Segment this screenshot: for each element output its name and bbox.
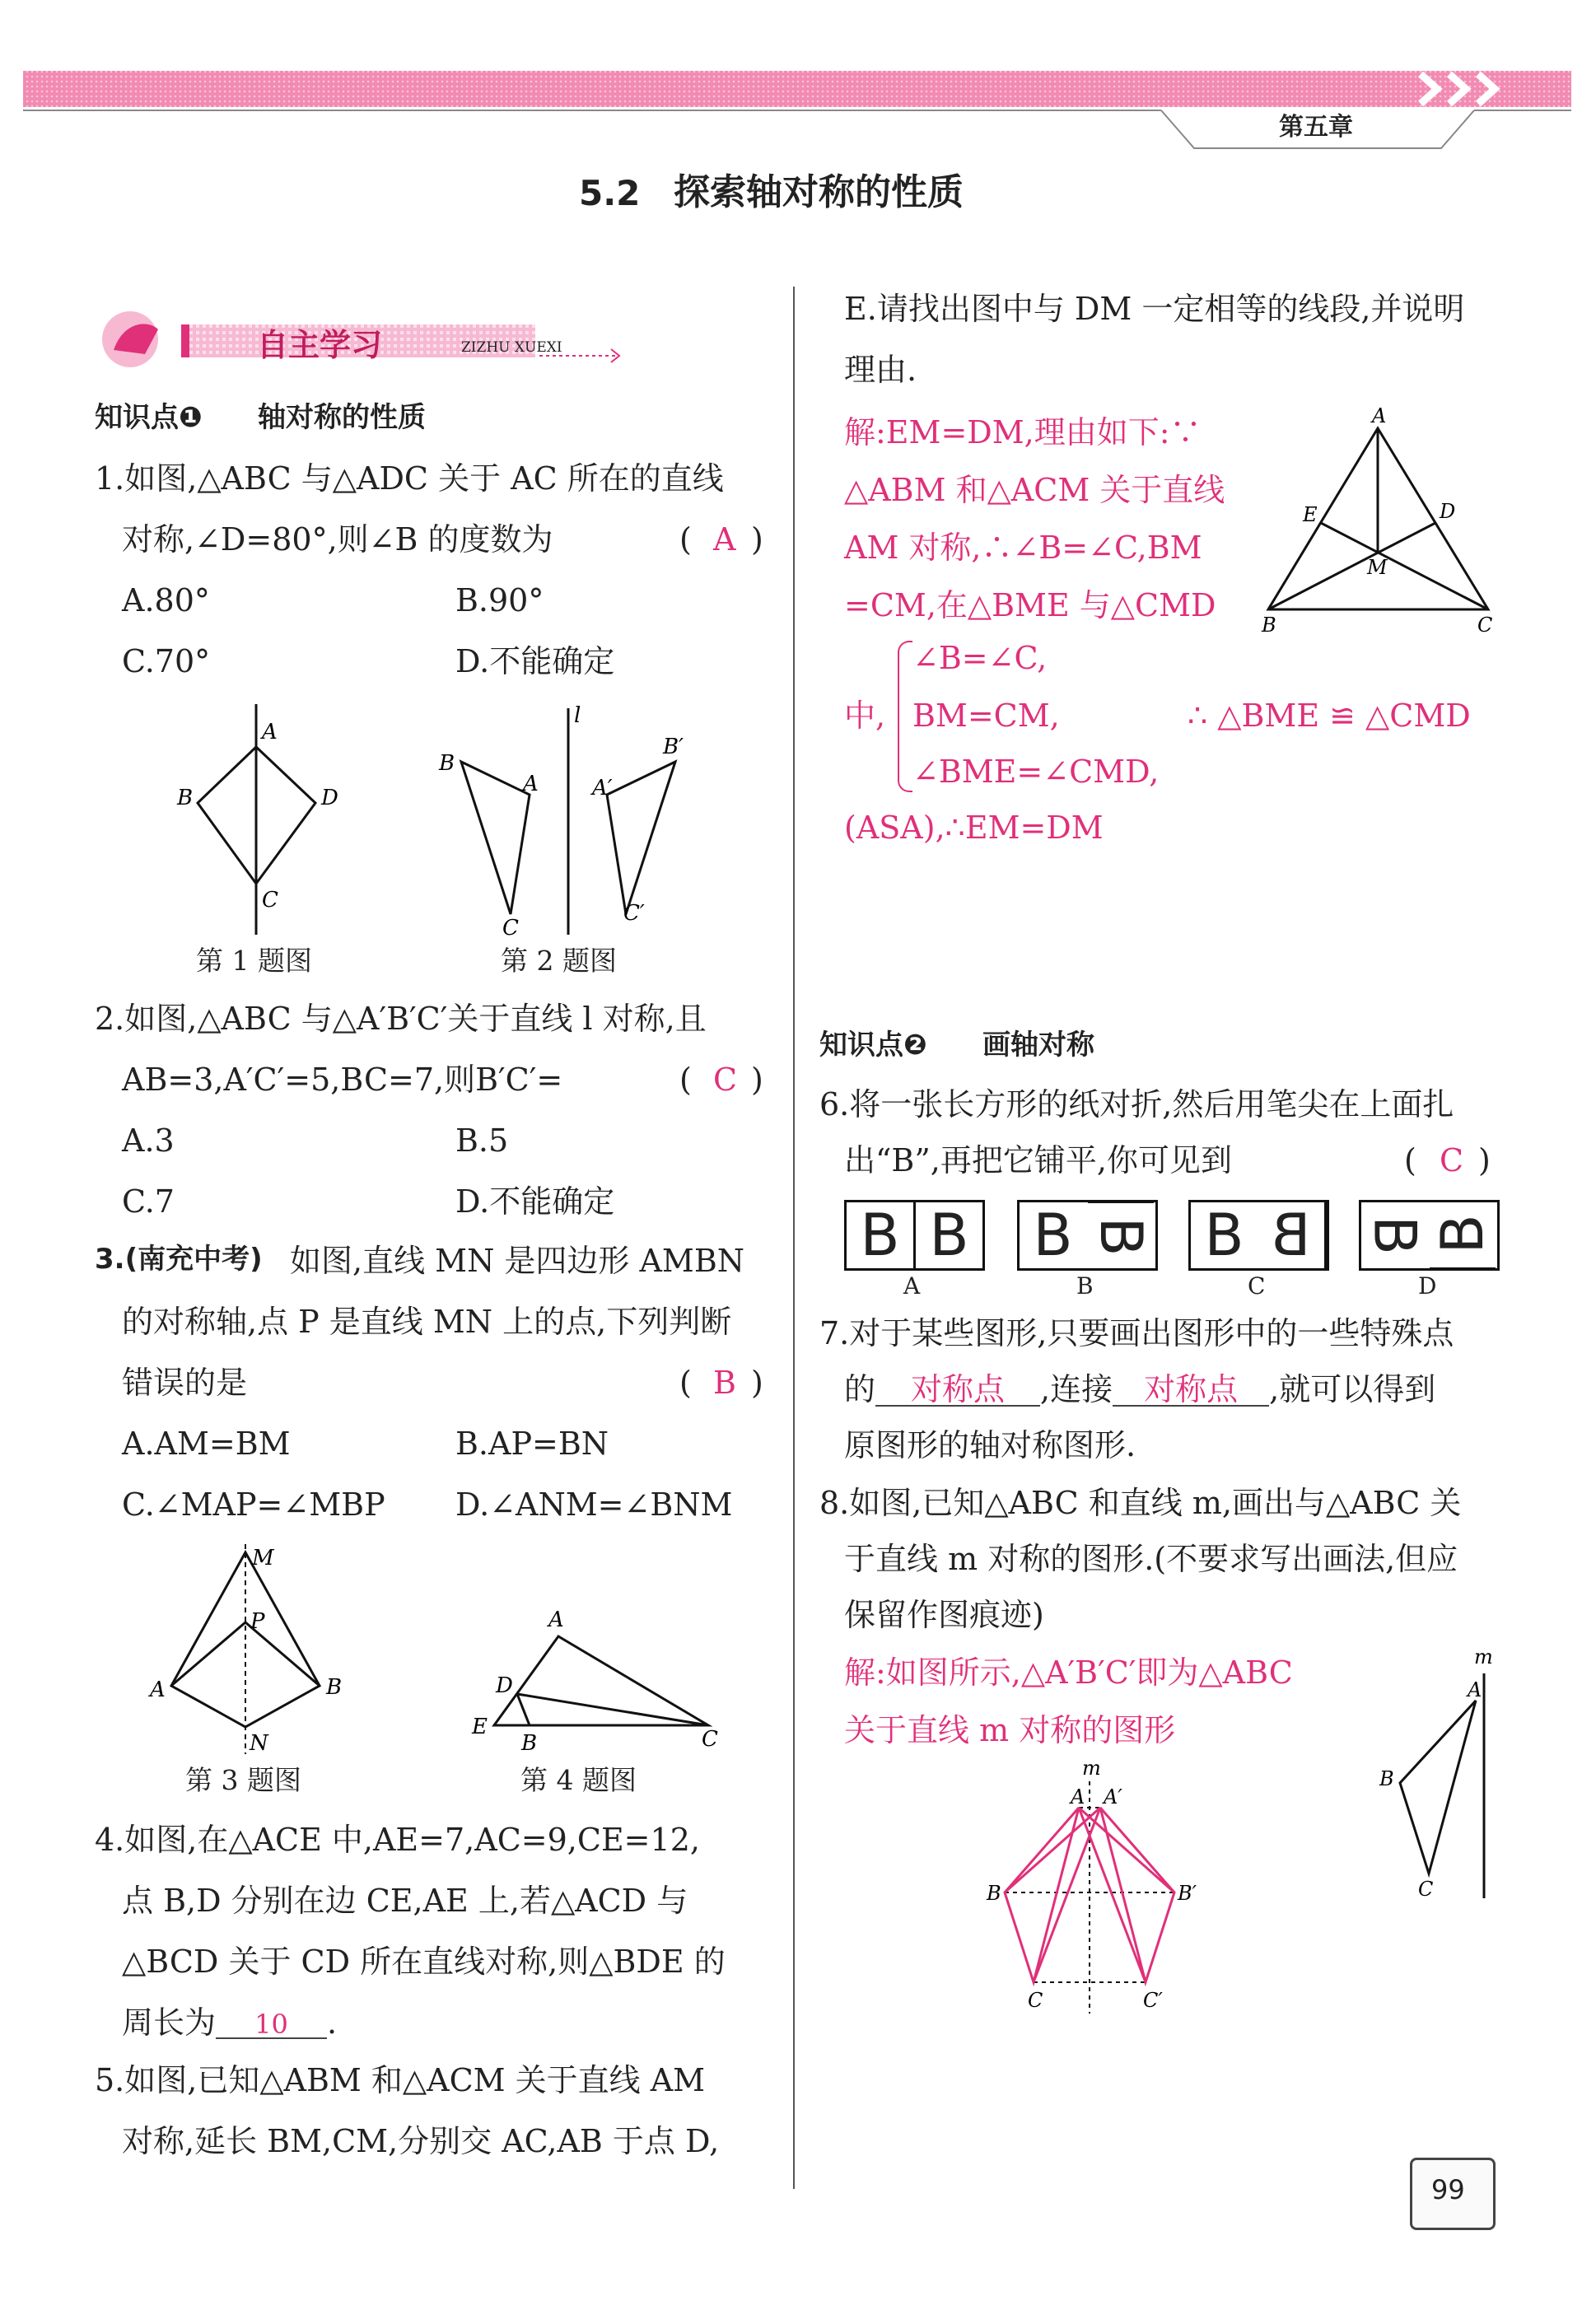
q3-line2: 的对称轴,点 P 是直线 MN 上的点,下列判断	[122, 1304, 732, 1340]
q2-paren-l: (	[679, 1062, 692, 1098]
figure-8-given	[1367, 1647, 1507, 1915]
svg-text:B: B	[177, 786, 194, 810]
q5-line2: 对称,延长 BM,CM,分别交 AC,AB 于点 D,	[122, 2123, 720, 2159]
q4-line4-suffix: .	[327, 2004, 338, 2041]
q5-line4: 理由.	[844, 352, 917, 388]
svg-text:A: A	[150, 1678, 166, 1702]
q6-a-left-b: B	[860, 1202, 900, 1269]
svg-text:m: m	[1474, 1645, 1493, 1668]
q6-line1: 6.将一张长方形的纸对折,然后用笔尖在上面扎	[819, 1086, 1454, 1122]
q1-line1: 1.如图,△ABC 与△ADC 关于 AC 所在的直线	[95, 460, 724, 497]
q6-option-a-label: A	[903, 1272, 921, 1300]
q3-option-b: B.AP=BN	[455, 1426, 609, 1462]
figure-1	[165, 704, 371, 943]
svg-text:C: C	[502, 916, 519, 940]
svg-text:B: B	[521, 1731, 538, 1756]
q6-paren-r: )	[1478, 1142, 1491, 1178]
q6-c-left-b: B	[1204, 1202, 1244, 1269]
fig3-caption: 第 3 题图	[185, 1764, 301, 1796]
q5-sol-zhong: 中,	[844, 698, 886, 734]
q1-line2: 对称,∠D=80°,则∠B 的度数为	[122, 521, 553, 558]
q5-line3: E.请找出图中与 DM 一定相等的线段,并说明	[844, 291, 1465, 327]
q7-blank-2: 对称点	[1113, 1374, 1269, 1407]
q6-a-right-b: B	[913, 1202, 982, 1268]
fig2-caption: 第 2 题图	[501, 945, 617, 977]
svg-text:B: B	[326, 1675, 343, 1700]
figure-8-solution	[980, 1758, 1227, 2022]
q3-line1: 如图,直线 MN 是四边形 AMBN	[290, 1243, 745, 1279]
svg-text:A: A	[523, 772, 539, 796]
svg-text:C: C	[1477, 614, 1493, 637]
svg-text:B′: B′	[663, 735, 684, 759]
q4-line3: △BCD 关于 CD 所在直线对称,则△BDE 的	[122, 1944, 726, 1980]
svg-text:A′: A′	[1104, 1785, 1122, 1808]
q6-c-right-b: B	[1258, 1202, 1327, 1268]
q8-line3: 保留作图痕迹)	[844, 1597, 1044, 1633]
svg-text:P: P	[250, 1609, 265, 1634]
svg-text:B: B	[439, 751, 455, 776]
q2-answer: C	[713, 1062, 738, 1098]
kp1-label: 知识点❶	[95, 401, 203, 434]
q5-system-brace	[898, 641, 912, 792]
q6-answer: C	[1440, 1142, 1464, 1178]
svg-text:A: A	[548, 1608, 564, 1632]
q8-line2: 于直线 m 对称的图形.(不要求写出画法,但应	[844, 1541, 1458, 1577]
q4-line4-prefix: 周长为	[122, 2004, 217, 2041]
q5-sol-1: 解:EM=DM,理由如下:∵	[844, 414, 1202, 450]
q2-line2: AB=3,A′C′=5,BC=7,则B′C′=	[122, 1062, 563, 1098]
q7-line2-b: ,连接	[1040, 1371, 1113, 1407]
q2-line1: 2.如图,△ABC 与△A′B′C′关于直线 l 对称,且	[95, 1001, 707, 1037]
q1-option-c: C.70°	[122, 643, 211, 679]
q8-sol-1: 解:如图所示,△A′B′C′即为△ABC	[844, 1654, 1293, 1691]
q3-source: 3.(南充中考)	[95, 1243, 263, 1276]
q5-system-2: BM=CM,	[912, 698, 1060, 734]
q2-option-b: B.5	[455, 1122, 509, 1159]
q6-paren-l: (	[1404, 1142, 1416, 1178]
q6-option-b-box	[1017, 1200, 1158, 1271]
chapter-label: 第五章	[1279, 113, 1353, 142]
svg-text:C′: C′	[623, 901, 645, 926]
q7-line2-c: ,就可以得到	[1269, 1371, 1436, 1407]
q5-system-3: ∠BME=∠CMD,	[912, 754, 1160, 790]
q3-line3: 错误的是	[122, 1365, 248, 1401]
q7-line2-a: 的	[844, 1371, 876, 1407]
q1-answer: A	[713, 521, 736, 558]
svg-text:A: A	[1071, 1785, 1085, 1808]
q4-line2: 点 B,D 分别在边 CE,AE 上,若△ACD 与	[122, 1883, 688, 1919]
q3-option-d: D.∠ANM=∠BNM	[455, 1486, 733, 1523]
q2-option-d: D.不能确定	[455, 1183, 615, 1220]
q5-sol-3: AM 对称,∴∠B=∠C,BM	[844, 530, 1202, 566]
svg-text:m: m	[1082, 1757, 1101, 1780]
q3-option-a: A.AM=BM	[122, 1426, 291, 1462]
svg-text:M: M	[252, 1546, 274, 1570]
header-bar	[0, 0, 1596, 165]
figure-5	[1252, 404, 1507, 637]
q1-option-d: D.不能确定	[455, 643, 615, 679]
q4-line1: 4.如图,在△ACE 中,AE=7,AC=9,CE=12,	[95, 1822, 700, 1858]
q5-sol-conclusion: ∴ △BME ≌ △CMD	[1188, 698, 1471, 734]
q4-line4	[122, 2004, 338, 2041]
svg-text:C: C	[1418, 1878, 1434, 1901]
banner-pinyin: ZIZHU XUEXI	[461, 339, 562, 356]
svg-text:B: B	[987, 1882, 1001, 1905]
svg-text:M: M	[1367, 556, 1388, 579]
q5-system-1: ∠B=∠C,	[912, 640, 1048, 676]
q6-d-right-b: B	[1430, 1201, 1496, 1270]
column-divider	[793, 287, 795, 2189]
q1-option-a: A.80°	[122, 582, 210, 618]
q3-paren-l: (	[679, 1365, 692, 1401]
svg-text:B: B	[1262, 614, 1276, 637]
figure-3	[148, 1536, 362, 1766]
q1-paren-r: )	[751, 521, 763, 558]
q6-b-right-b: B	[1088, 1201, 1154, 1270]
banner-title: 自主学习	[257, 327, 383, 363]
svg-text:B′: B′	[1178, 1882, 1197, 1905]
q5-sol-last: (ASA),∴EM=DM	[844, 810, 1104, 846]
q7-blank-1: 对称点	[875, 1374, 1040, 1407]
svg-text:A: A	[1372, 404, 1387, 427]
q5-sol-2: △ABM 和△ACM 关于直线	[844, 472, 1225, 508]
q6-option-b-label: B	[1076, 1272, 1094, 1300]
q3-answer: B	[713, 1365, 736, 1401]
svg-text:D: D	[321, 786, 338, 810]
q1-option-b: B.90°	[455, 582, 544, 618]
svg-text:E: E	[472, 1715, 488, 1739]
q6-b-left-b: B	[1033, 1202, 1073, 1269]
q5-line1: 5.如图,已知△ABM 和△ACM 关于直线 AM	[95, 2062, 706, 2098]
svg-text:C: C	[262, 888, 278, 912]
q8-sol-2: 关于直线 m 对称的图形	[844, 1712, 1176, 1748]
svg-text:A: A	[1468, 1678, 1482, 1701]
svg-text:N: N	[250, 1731, 268, 1756]
fig4-caption: 第 4 题图	[520, 1764, 637, 1796]
kp1-title: 轴对称的性质	[258, 401, 426, 434]
q8-line1: 8.如图,已知△ABC 和直线 m,画出与△ABC 关	[819, 1485, 1462, 1521]
section-title: 探索轴对称的性质	[674, 171, 964, 213]
q6-option-c-box	[1188, 1200, 1329, 1271]
kp2-title: 画轴对称	[982, 1029, 1094, 1062]
q7-line1: 7.对于某些图形,只要画出图形中的一些特殊点	[819, 1315, 1454, 1351]
svg-text:C: C	[1028, 1989, 1043, 2012]
svg-text:D: D	[496, 1673, 513, 1698]
q2-paren-r: )	[751, 1062, 763, 1098]
q3-option-c: C.∠MAP=∠MBP	[122, 1486, 385, 1523]
figure-2	[432, 704, 696, 943]
page-number: 99	[1431, 2174, 1465, 2205]
q4-answer-blank: 10	[216, 2011, 327, 2039]
q6-option-d-label: D	[1418, 1272, 1437, 1300]
svg-text:A′: A′	[592, 776, 613, 800]
q1-paren-l: (	[679, 521, 692, 558]
svg-text:C: C	[702, 1727, 718, 1752]
q6-option-a-box	[844, 1200, 985, 1271]
q7-line2	[844, 1371, 1436, 1407]
section-number: 5.2	[579, 173, 641, 213]
kp2-label: 知识点❷	[819, 1029, 927, 1062]
fig1-caption: 第 1 题图	[196, 945, 312, 977]
q3-paren-r: )	[751, 1365, 763, 1401]
q6-option-d-box	[1359, 1200, 1500, 1271]
q2-option-a: A.3	[122, 1122, 175, 1159]
q6-d-left-b: B	[1360, 1215, 1429, 1256]
q7-line3: 原图形的轴对称图形.	[844, 1427, 1136, 1463]
svg-text:B: B	[1379, 1767, 1394, 1790]
svg-text:D: D	[1440, 500, 1456, 523]
q6-option-c-label: C	[1248, 1272, 1266, 1300]
svg-text:C′: C′	[1143, 1989, 1163, 2012]
q6-line2: 出“B”,再把它铺平,你可见到	[844, 1142, 1232, 1178]
q2-option-c: C.7	[122, 1183, 175, 1220]
svg-text:E: E	[1303, 503, 1318, 526]
q5-sol-4: =CM,在△BME 与△CMD	[844, 587, 1216, 623]
svg-text:l: l	[574, 703, 581, 728]
svg-text:A: A	[262, 720, 278, 744]
figure-4	[445, 1602, 741, 1766]
